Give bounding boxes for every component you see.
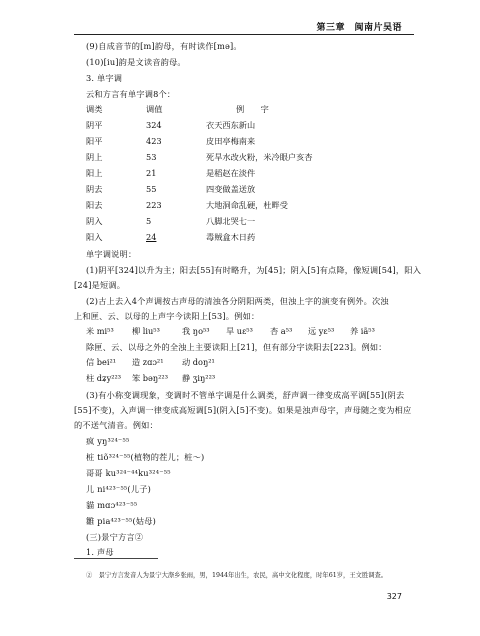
tone-name: 阳平 xyxy=(86,136,103,146)
section-heading: 3. 单字调 xyxy=(86,73,123,83)
example-word: 信 bei²¹ xyxy=(86,357,117,367)
text-line: [24]是短调。 xyxy=(74,280,126,290)
tone-table-row xyxy=(86,152,416,164)
example-word: 柳 liu⁵³ xyxy=(132,326,160,336)
tone-table-row xyxy=(86,136,416,148)
tone-value: 53 xyxy=(146,152,157,162)
example-row xyxy=(86,357,286,369)
tone-example: 是稻赵在淡件 xyxy=(206,168,256,178)
example-word: 旱 uɛ⁵³ xyxy=(226,326,253,336)
tone-name: 阴去 xyxy=(86,184,103,194)
tone-table-header xyxy=(86,104,416,116)
text-line: 的不送气清音。例如： xyxy=(74,420,158,430)
tone-table-row xyxy=(86,184,416,196)
section-heading: 1. 声母 xyxy=(86,547,114,557)
tone-table-row xyxy=(86,168,416,180)
tone-name: 阴上 xyxy=(86,152,103,162)
diminutive-example: 哥哥 ku³²⁴⁻⁴⁴ku³²⁴⁻⁵⁵ xyxy=(86,468,171,478)
tone-value: 324 xyxy=(146,120,162,130)
text-line: (2)古上去入4个声调按古声母的清浊各分阴阳两类，但浊上字的演变有例外。次浊 xyxy=(86,296,389,306)
tone-value: 24 xyxy=(146,232,157,242)
example-word: 杏 a⁵³ xyxy=(270,326,293,336)
tone-name: 阳去 xyxy=(86,200,103,210)
tone-name: 阳上 xyxy=(86,168,103,178)
tone-table-row xyxy=(86,232,416,244)
diminutive-example: 雛 pia⁴²³⁻⁵⁵(姑母) xyxy=(86,516,157,526)
tone-example: 大地洞命乱硬，杜畔受 xyxy=(206,200,288,210)
example-word: 养 iã⁵³ xyxy=(350,326,375,336)
example-word: 笨 bəŋ²²³ xyxy=(132,373,168,383)
text-line: (3)有小称变调现象，变调时不管单字调是什么调类，舒声调一律变成高平调[55](阴去 xyxy=(86,390,405,400)
col-header-example: 例 字 xyxy=(236,104,269,114)
text-line: [55]不变)，入声调一律变成高短调[5](阴入[5]不变)。如果是浊声母字，声母随之变为相应 xyxy=(74,405,412,415)
text-line: 除匣、云、以母之外的全浊上主要读阳上[21]，但有部分字读阳去[223]。例如： xyxy=(86,342,387,352)
tone-value: 21 xyxy=(146,168,157,178)
tone-example: 四变做盖送放 xyxy=(206,184,256,194)
tone-name: 阳入 xyxy=(86,232,103,242)
text-line: (9)自成音节的[m]韵母，有时读作[mə]。 xyxy=(86,41,242,51)
tone-value: 423 xyxy=(146,136,162,146)
example-word: 造 zɑɔ²¹ xyxy=(132,357,164,367)
diminutive-example: 儿 ni⁴²³⁻⁵⁵(儿子) xyxy=(86,484,151,494)
col-header-tone: 调类 xyxy=(86,104,103,114)
tone-example: 死旱水改火粉，米冷眼户亥杏 xyxy=(206,152,313,162)
tone-example: 衣天西东新山 xyxy=(206,120,256,130)
text-line: (1)阴平[324]以升为主；阳去[55]有时略升，为[45]；阴入[5]有点降，像短调[54]，阳入 xyxy=(86,265,422,275)
page-number: 327 xyxy=(386,592,402,601)
footnote: ② 景宁方言发音人为景宁大漈乡张雨，男，1944年出生，农民，高中文化程度，时年61岁，王文胜调查。 xyxy=(86,572,388,579)
example-word: 动 doŋ²¹ xyxy=(182,357,215,367)
example-row xyxy=(86,373,286,385)
tone-example: 皮田亭梅南来 xyxy=(206,136,256,146)
header-rule xyxy=(74,34,414,35)
tone-value: 55 xyxy=(146,184,157,194)
example-word: 远 yɛ⁵³ xyxy=(308,326,335,336)
diminutive-example: 貓 mɑɔ⁴²³⁻⁵⁵ xyxy=(86,500,138,510)
tone-value: 5 xyxy=(146,216,152,226)
text-line: 上和匣、云、以母的上声字今读阳上[53]。例如： xyxy=(74,311,260,321)
text-line: (10)[iu]韵是文读音韵母。 xyxy=(86,57,186,67)
tone-table-row xyxy=(86,216,416,228)
text-line: 云和方言有单字调8个： xyxy=(86,89,176,99)
example-word: 静 ʒiŋ²²³ xyxy=(182,373,216,383)
tone-name: 阴平 xyxy=(86,120,103,130)
tone-table-row xyxy=(86,200,416,212)
text-line: 单字调说明： xyxy=(86,249,137,259)
tone-name: 阴入 xyxy=(86,216,103,226)
tone-example: 八脚北哭七一 xyxy=(206,216,256,226)
tone-table-row xyxy=(86,120,416,132)
running-header: 第三章 闽南片吴语 xyxy=(316,23,402,33)
tone-example: 毒贼盒木日药 xyxy=(206,232,256,242)
diminutive-example: 桩 tiõ³²⁴⁻⁵⁵(植物的茬儿；桩～) xyxy=(86,452,205,462)
section-heading: (三)景宁方言② xyxy=(86,532,144,542)
footnote-rule xyxy=(74,558,158,559)
example-word: 我 ŋo⁵³ xyxy=(182,326,210,336)
example-word: 柱 dʑy²²³ xyxy=(86,373,122,383)
example-word: 米 mi⁵³ xyxy=(86,326,114,336)
col-header-value: 调值 xyxy=(146,104,163,114)
example-row xyxy=(86,326,416,338)
diminutive-example: 疯 yŋ³²⁴⁻⁵⁵ xyxy=(86,436,130,446)
tone-value: 223 xyxy=(146,200,162,210)
